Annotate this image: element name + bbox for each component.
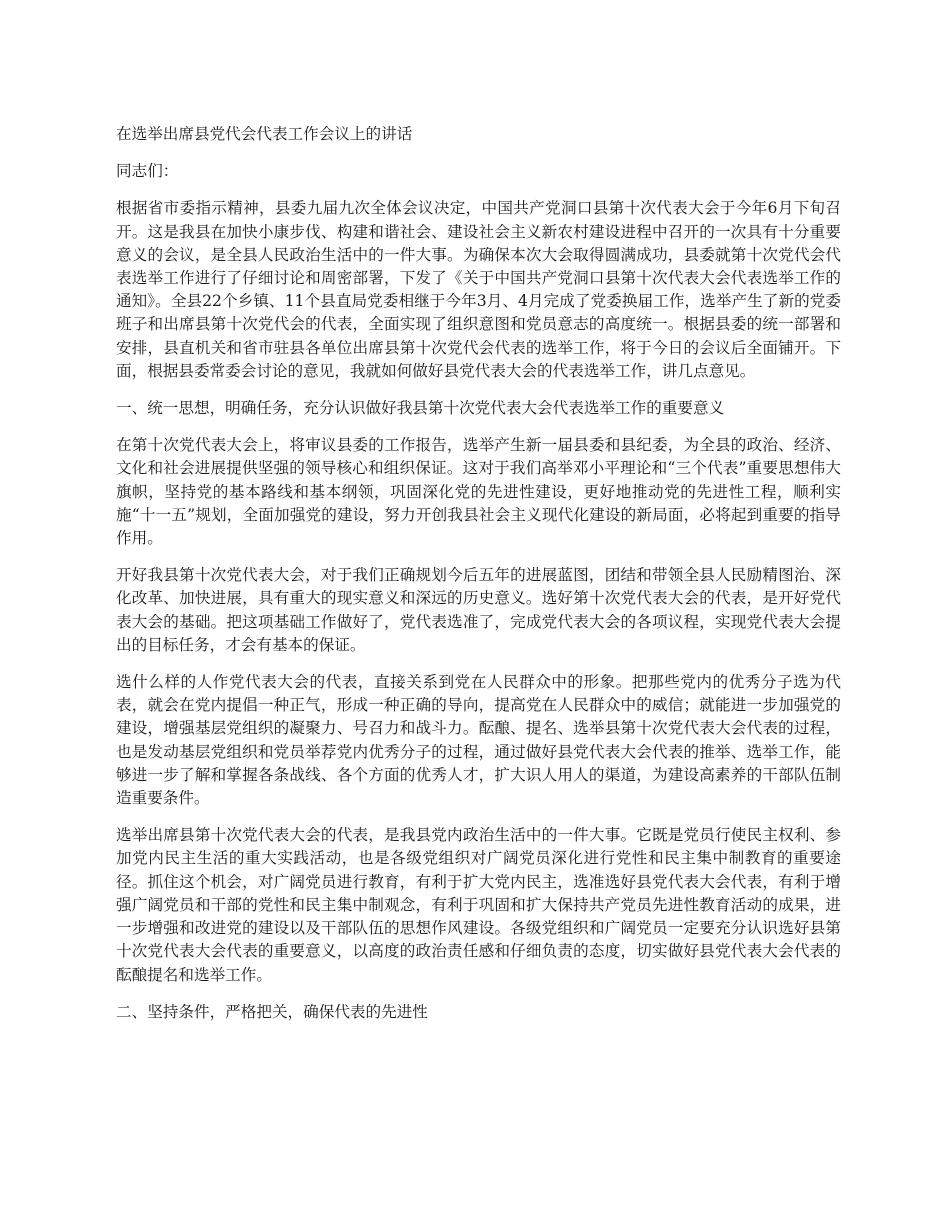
salutation: 同志们： <box>116 162 179 181</box>
paragraph-4: 选举出席县第十次党代表大会的代表，是我县党内政治生活中的一件大事。它既是党员行使民主权利、参加党内民主生活的重大实践活动，也是各级党组织对广阔党员深化进行党性和民主集中制教育的重要途径。抓住这个机会，对广阔党员进行教育，有利于扩大党内民主，选准选好县党代表大会代表，有利于增强广阔党员和干部的党性和民主集中制观念，有利于巩固和扩大保持共产党员先进性教育活动的成果，进一步增强和改进党的建设以及干部队伍的思想作风建设。各级党组织和广阔党员一定要充分认识选好县第十次党代表大会代表的重要意义，以高度的政治责任感和仔细负责的态度，切实做好县党代表大会代表的酝酿提名和选举工作。 <box>116 826 841 984</box>
document-title: 在选举出席县党代会代表工作会议上的讲话 <box>116 125 413 143</box>
section-heading-1: 一、统一思想，明确任务，充分认识做好我县第十次党代表大会代表选举工作的重要意义 <box>116 399 725 418</box>
document-page <box>116 123 841 1038</box>
paragraph-intro: 根据省市委指示精神，县委九届九次全体会议决定，中国共产党洞口县第十次代表大会于今年6月下旬召开。这是我县在加快小康步伐、构建和谐社会、建设社会主义新农村建设进程中召开的一次具有十分重要意义的会议，是全县人民政治生活中的一件大事。为确保本次大会取得圆满成功，县委就第十次党代会代表选举工作进行了仔细讨论和周密部署，下发了《关于中国共产党洞口县第十次代表大会代表选举工作的通知》。全县22个乡镇、11个县直局党委相继于今年3月、4月完成了党委换届工作，选举产生了新的党委班子和出席县第十次党代会的代表，全面实现了组织意图和党员意志的高度统一。根据县委的统一部署和安排，县直机关和省市驻县各单位出席县第十次党代会代表的选举工作，将于今日的会议后全面铺开。下面，根据县委常委会讨论的意见，我就如何做好县党代表大会的代表选举工作，讲几点意见。 <box>116 199 841 380</box>
paragraph-2: 开好我县第十次党代表大会，对于我们正确规划今后五年的进展蓝图，团结和带领全县人民励精图治、深化改革、加快进展，具有重大的现实意义和深远的历史意义。选好第十次党代表大会的代表，是开好党代表大会的基础。把这项基础工作做好了，党代表选准了，完成党代表大会的各项议程，实现党代表大会提出的目标任务，才会有基本的保证。 <box>116 566 841 654</box>
paragraph-3: 选什么样的人作党代表大会的代表，直接关系到党在人民群众中的形象。把那些党内的优秀分子选为代表，就会在党内提倡一种正气，形成一种正确的导向，提高党在人民群众中的威信；就能进一步加强党的建设，增强基层党组织的凝聚力、号召力和战斗力。酝酿、提名、选举县第十次党代表大会代表的过程，也是发动基层党组织和党员举荐党内优秀分子的过程，通过做好县党代表大会代表的推举、选举工作，能够进一步了解和掌握各条战线、各个方面的优秀人才，扩大识人用人的渠道，为建设高素养的干部队伍制造重要条件。 <box>116 673 841 808</box>
section-heading-2: 二、坚持条件，严格把关，确保代表的先进性 <box>116 1002 428 1021</box>
paragraph-1: 在第十次党代表大会上，将审议县委的工作报告，选举产生新一届县委和县纪委，为全县的政治、经济、文化和社会进展提供坚强的领导核心和组织保证。这对于我们高举邓小平理论和“三个代表”重要思想伟大旗帜，坚持党的基本路线和基本纲领，巩固深化党的先进性建设，更好地推动党的先进性工程，顺利实施“十一五”规划，全面加强党的建设，努力开创我县社会主义现代化建设的新局面，必将起到重要的指导作用。 <box>116 436 841 548</box>
